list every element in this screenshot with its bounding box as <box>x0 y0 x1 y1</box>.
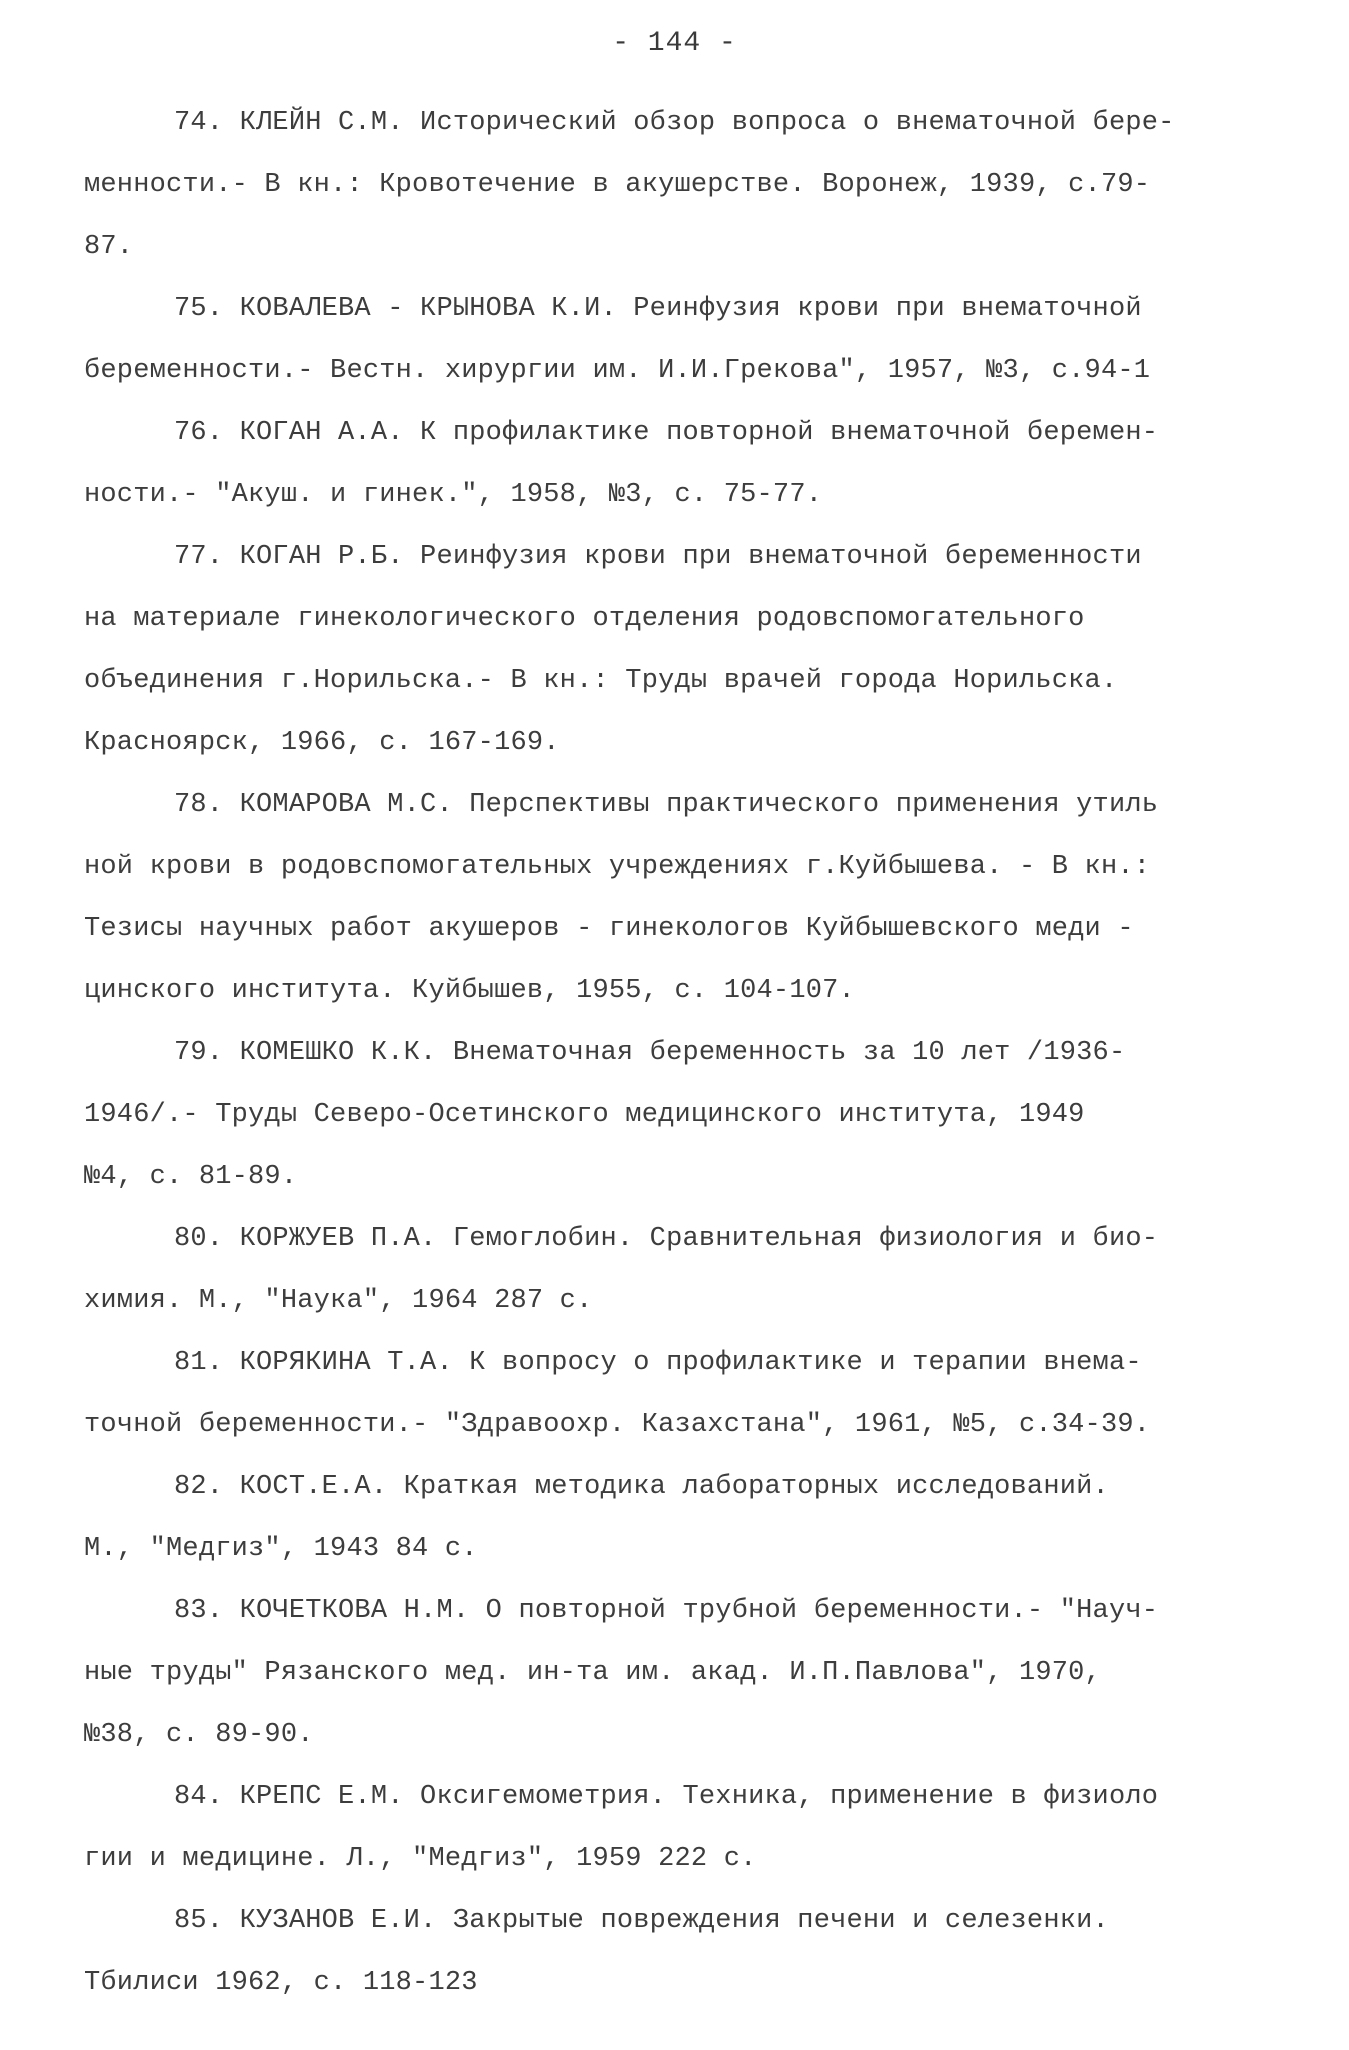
entry-line: ные труды" Рязанского мед. ин-та им. акад. И.П.Павлова", 1970, <box>84 1658 1101 1688</box>
bibliography-entry <box>84 1332 1274 1456</box>
entry-line: химия. М., "Наука", 1964 287 с. <box>84 1286 593 1316</box>
entry-line: 81. КОРЯКИНА Т.А. К вопросу о профилактике и терапии внема- <box>174 1348 1142 1378</box>
bibliography-entry <box>84 278 1274 402</box>
entry-line: 82. КОСТ.Е.А. Краткая методика лабораторных исследований. <box>174 1472 1109 1502</box>
entry-line: 1946/.- Труды Северо-Осетинского медицинского института, 1949 <box>84 1100 1085 1130</box>
bibliography-entry <box>84 1580 1274 1766</box>
entry-line: 84. КРЕПС Е.М. Оксигемометрия. Техника, применение в физиоло <box>174 1782 1159 1812</box>
entry-line: Тезисы научных работ акушеров - гинекологов Куйбышевского меди - <box>84 914 1134 944</box>
entry-line: беременности.- Вестн. хирургии им. И.И.Грекова", 1957, №3, с.94-1 <box>84 356 1151 386</box>
bibliography-entry <box>84 92 1274 278</box>
bibliography-entry <box>84 1208 1274 1332</box>
entry-line: 76. КОГАН А.А. К профилактике повторной внематочной беремен- <box>174 418 1159 448</box>
entry-line: Красноярск, 1966, с. 167-169. <box>84 728 560 758</box>
bibliography-entry <box>84 1456 1274 1580</box>
entry-line: ности.- "Акуш. и гинек.", 1958, №3, с. 75-77. <box>84 480 823 510</box>
entry-line: точной беременности.- "Здравоохр. Казахстана", 1961, №5, с.34-39. <box>84 1410 1151 1440</box>
entry-line: М., "Медгиз", 1943 84 с. <box>84 1534 478 1564</box>
page-number: - 144 - <box>612 28 737 59</box>
entry-line: на материале гинекологического отделения родовспомогательного <box>84 604 1085 634</box>
bibliography-entry <box>84 774 1274 1022</box>
bibliography-entry <box>84 1890 1274 2014</box>
entry-line: 77. КОГАН Р.Б. Реинфузия крови при внематочной беременности <box>174 542 1142 572</box>
bibliography-list <box>84 92 1274 2014</box>
entry-line: 74. КЛЕЙН С.М. Исторический обзор вопроса о внематочной бере- <box>174 108 1175 138</box>
bibliography-entry <box>84 402 1274 526</box>
bibliography-entry <box>84 1766 1274 1890</box>
entry-line: ной крови в родовспомогательных учреждениях г.Куйбышева. - В кн.: <box>84 852 1151 882</box>
entry-line: 87. <box>84 232 134 262</box>
entry-line: менности.- В кн.: Кровотечение в акушерстве. Воронеж, 1939, с.79- <box>84 170 1151 200</box>
entry-line: гии и медицине. Л., "Медгиз", 1959 222 с. <box>84 1844 757 1874</box>
entry-line: №38, с. 89-90. <box>84 1720 314 1750</box>
entry-line: 78. КОМАРОВА М.С. Перспективы практического применения утиль <box>174 790 1159 820</box>
entry-line: 85. КУЗАНОВ Е.И. Закрытые повреждения печени и селезенки. <box>174 1906 1109 1936</box>
entry-line: цинского института. Куйбышев, 1955, с. 104-107. <box>84 976 855 1006</box>
entry-line: 75. КОВАЛЕВА - КРЫНОВА К.И. Реинфузия крови при внематочной <box>174 294 1142 324</box>
entry-line: Тбилиси 1962, с. 118-123 <box>84 1968 478 1998</box>
bibliography-entry <box>84 1022 1274 1208</box>
entry-line: объединения г.Норильска.- В кн.: Труды врачей города Норильска. <box>84 666 1118 696</box>
bibliography-entry <box>84 526 1274 774</box>
entry-line: №4, с. 81-89. <box>84 1162 298 1192</box>
entry-line: 83. КОЧЕТКОВА Н.М. О повторной трубной беременности.- "Науч- <box>174 1596 1159 1626</box>
entry-line: 79. КОМЕШКО К.К. Внематочная беременность за 10 лет /1936- <box>174 1038 1126 1068</box>
entry-line: 80. КОРЖУЕВ П.А. Гемоглобин. Сравнительная физиология и био- <box>174 1224 1159 1254</box>
